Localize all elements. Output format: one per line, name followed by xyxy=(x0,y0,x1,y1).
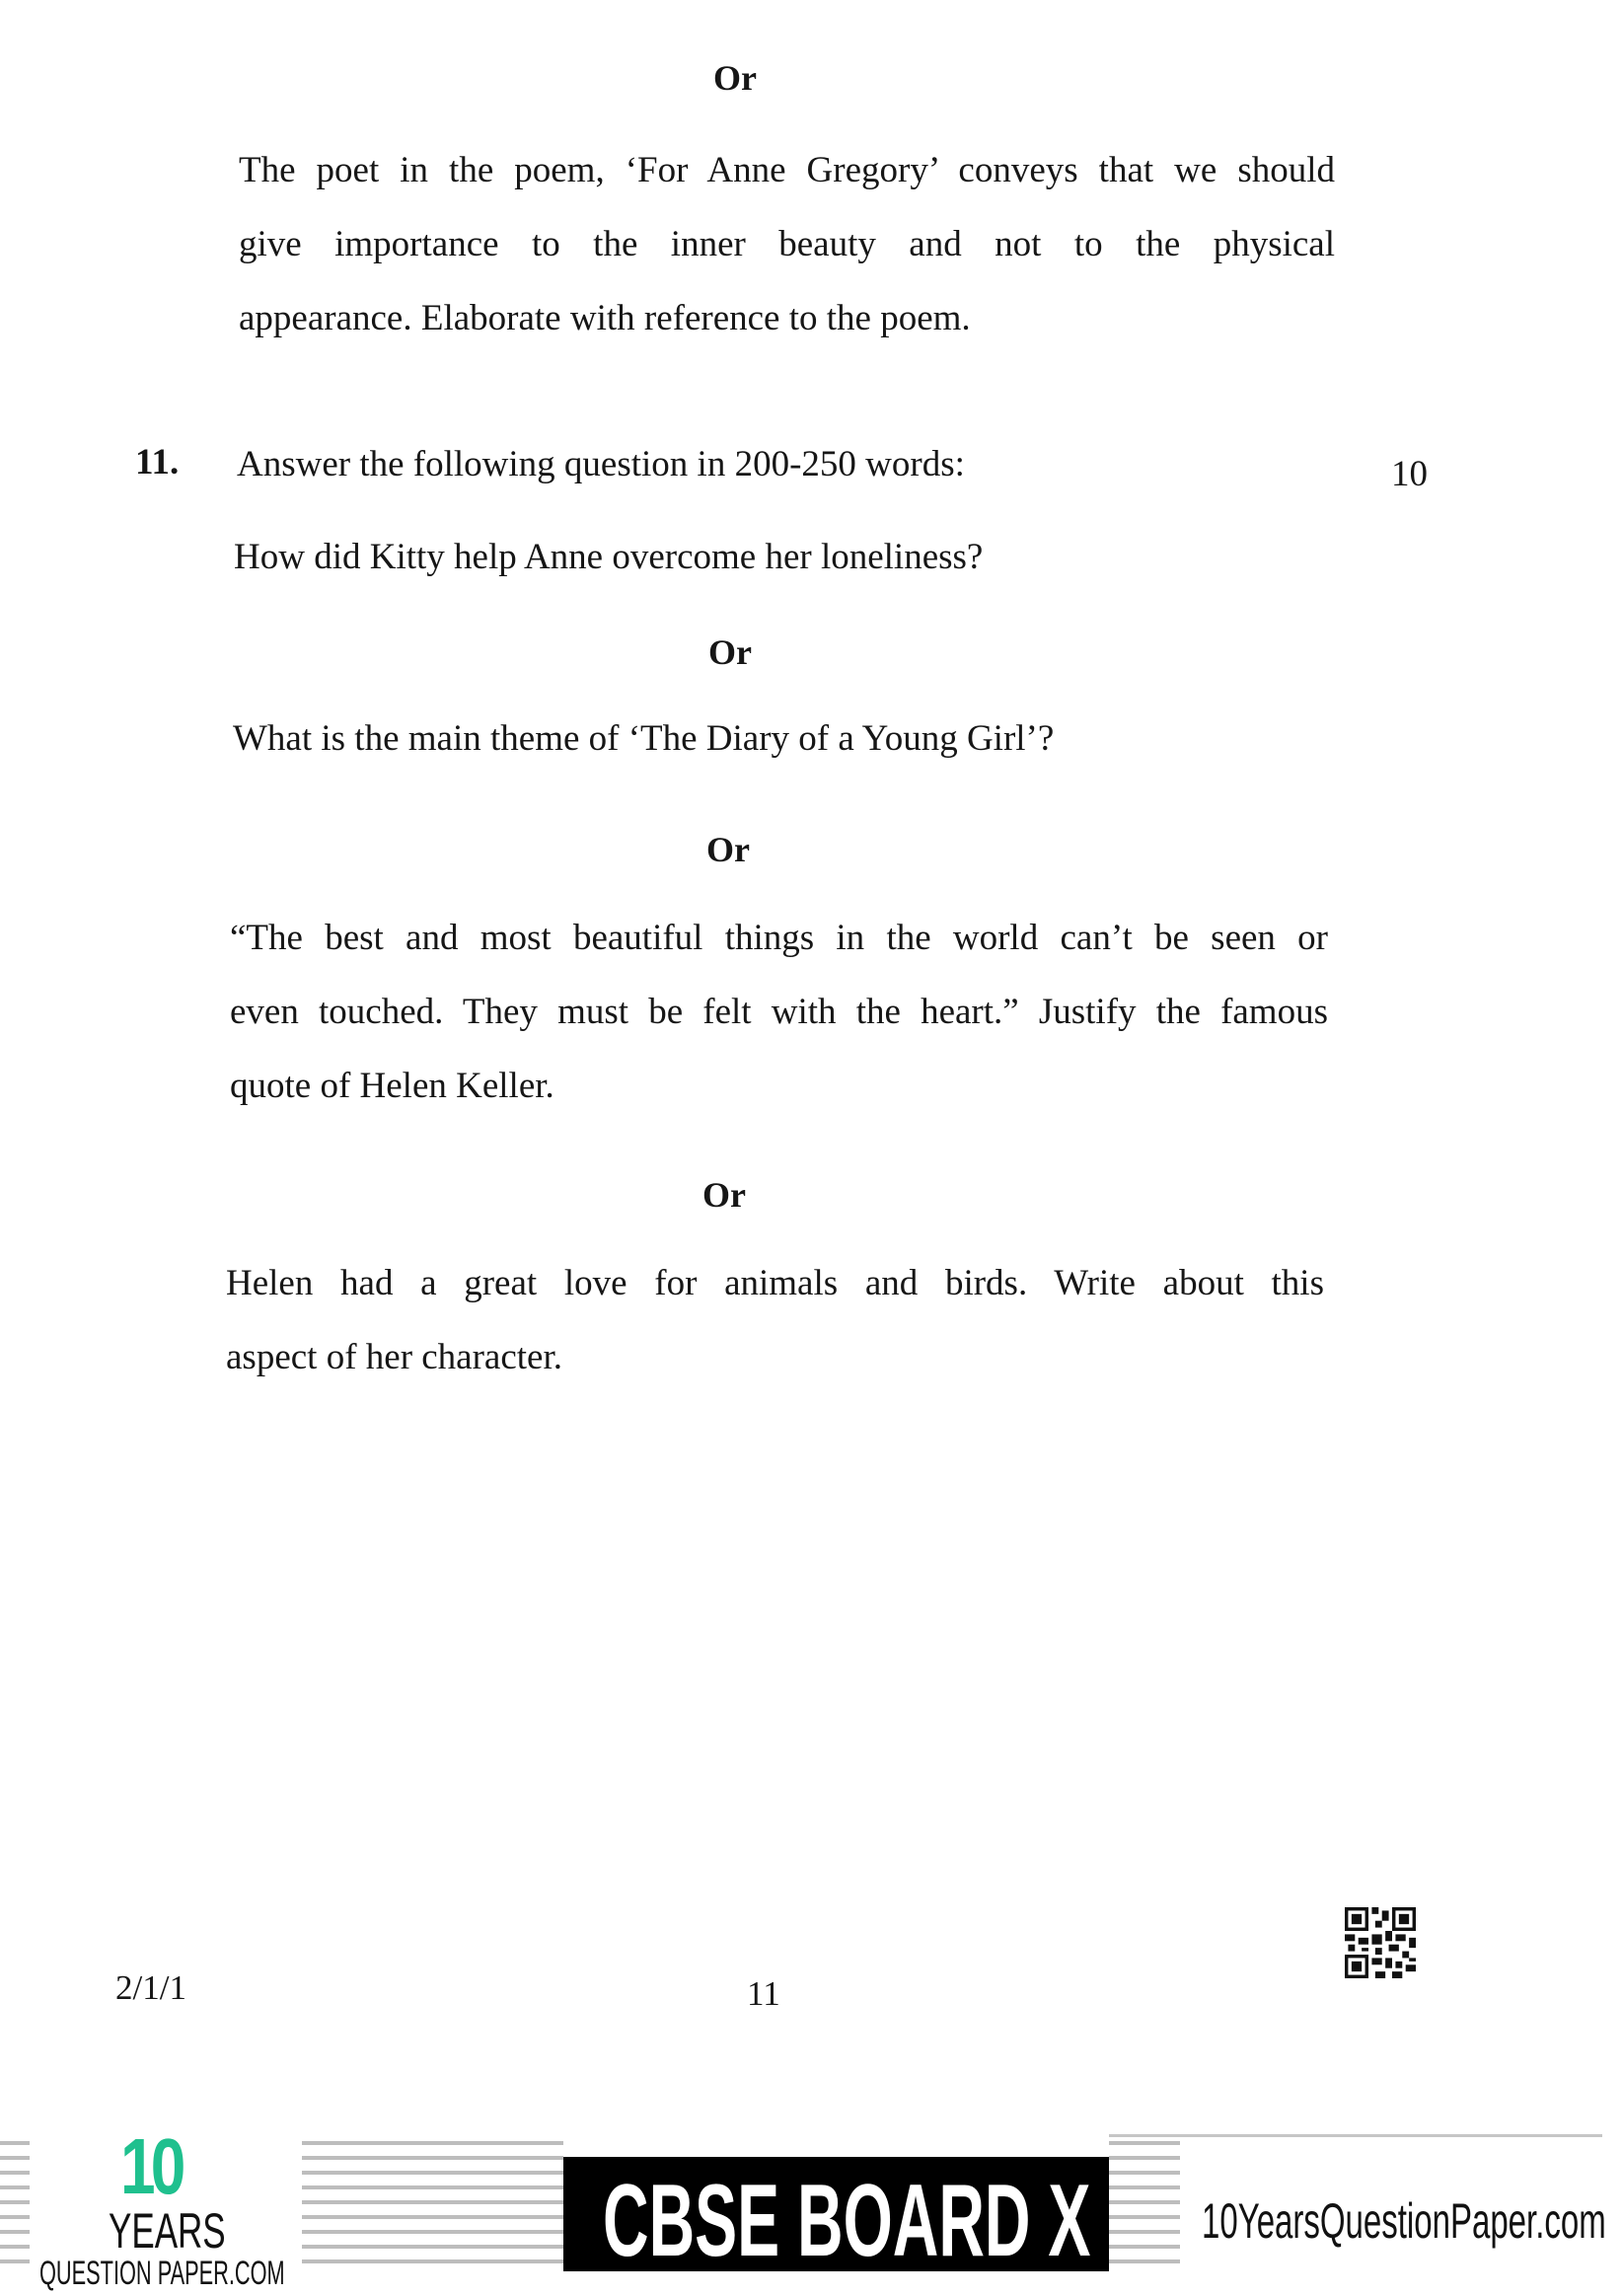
text-line: even touched. They must be felt with the heart.” Justify the famous xyxy=(230,992,1328,1032)
banner-stripes xyxy=(302,2141,563,2264)
q10-alternative-question xyxy=(239,133,1335,355)
or-separator: Or xyxy=(713,58,757,98)
qr-code-icon xyxy=(1345,1907,1416,1978)
text-line: quote of Helen Keller. xyxy=(230,1066,554,1106)
page-number: 11 xyxy=(747,1974,780,2013)
question-option xyxy=(230,901,1328,1123)
or-separator: Or xyxy=(702,1175,746,1215)
question-option: How did Kitty help Anne overcome her loneliness? xyxy=(234,537,984,577)
banner-title-box xyxy=(563,2157,1109,2271)
banner-rule xyxy=(1109,2134,1602,2137)
or-separator: Or xyxy=(708,632,752,672)
text-line: give importance to the inner beauty and not to the physical xyxy=(239,224,1335,264)
question-option xyxy=(226,1246,1324,1394)
question-marks: 10 xyxy=(1391,454,1428,494)
text-line: “The best and most beautiful things in the world can’t be seen or xyxy=(230,918,1328,958)
logo-number: 10 xyxy=(120,2122,182,2210)
question-number: 11. xyxy=(135,442,180,482)
text-line: The poet in the poem, ‘For Anne Gregory’ conveys that we should xyxy=(239,150,1335,190)
or-separator: Or xyxy=(706,830,750,869)
banner-stripes xyxy=(1109,2141,1180,2264)
site-logo xyxy=(39,2121,296,2296)
text-line: appearance. Elaborate with reference to the poem. xyxy=(239,298,971,338)
logo-site: QUESTION PAPER.COM xyxy=(39,2255,285,2292)
text-line: Helen had a great love for animals and birds. Write about this xyxy=(226,1263,1324,1303)
question-instruction: Answer the following question in 200-250 words: xyxy=(237,444,965,484)
banner-title: CBSE BOARD X xyxy=(603,2164,1091,2271)
question-option: What is the main theme of ‘The Diary of a Young Girl’? xyxy=(233,718,1055,759)
banner-stripes xyxy=(0,2141,30,2264)
website-link[interactable]: 10YearsQuestionPaper.com xyxy=(1202,2193,1606,2249)
paper-code: 2/1/1 xyxy=(115,1968,186,2007)
text-line: aspect of her character. xyxy=(226,1337,563,1377)
logo-word: YEARS xyxy=(109,2203,226,2259)
